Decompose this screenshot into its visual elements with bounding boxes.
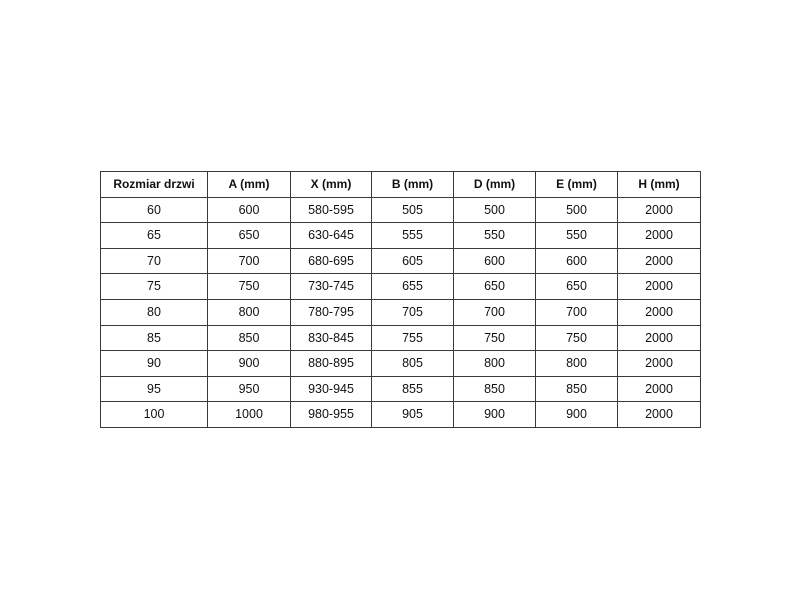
table-row [101, 376, 701, 402]
table-cell: 60 [101, 197, 208, 223]
table-cell: 2000 [618, 248, 701, 274]
table-cell: 850 [536, 376, 618, 402]
table-cell: 80 [101, 299, 208, 325]
table-row [101, 248, 701, 274]
table-cell: 855 [372, 376, 454, 402]
table-cell: 900 [536, 402, 618, 428]
table-cell: 605 [372, 248, 454, 274]
table-body [101, 197, 701, 427]
table-cell: 905 [372, 402, 454, 428]
table-cell: 650 [536, 274, 618, 300]
table-cell: 800 [536, 351, 618, 377]
table-cell: 755 [372, 325, 454, 351]
table-cell: 900 [454, 402, 536, 428]
table-row [101, 274, 701, 300]
table-cell: 2000 [618, 351, 701, 377]
table-cell: 930-945 [291, 376, 372, 402]
table-cell: 850 [208, 325, 291, 351]
table-row [101, 197, 701, 223]
table-cell: 630-645 [291, 223, 372, 249]
table-cell: 505 [372, 197, 454, 223]
table-cell: 500 [536, 197, 618, 223]
table-cell: 580-595 [291, 197, 372, 223]
table-cell: 700 [536, 299, 618, 325]
table-cell: 550 [454, 223, 536, 249]
table-cell: 2000 [618, 402, 701, 428]
table-cell: 680-695 [291, 248, 372, 274]
table-cell: 700 [208, 248, 291, 274]
table-cell: 2000 [618, 274, 701, 300]
header-door-size: Rozmiar drzwi [101, 172, 208, 198]
table-cell: 655 [372, 274, 454, 300]
table-cell: 800 [454, 351, 536, 377]
table-cell: 705 [372, 299, 454, 325]
table-cell: 700 [454, 299, 536, 325]
table-row [101, 223, 701, 249]
table-header [101, 172, 701, 198]
table-cell: 90 [101, 351, 208, 377]
table-cell: 2000 [618, 223, 701, 249]
table-cell: 550 [536, 223, 618, 249]
table-cell: 85 [101, 325, 208, 351]
table-cell: 2000 [618, 376, 701, 402]
table-cell: 730-745 [291, 274, 372, 300]
table-cell: 900 [208, 351, 291, 377]
header-a-mm: A (mm) [208, 172, 291, 198]
table-cell: 65 [101, 223, 208, 249]
table-row [101, 299, 701, 325]
table-cell: 75 [101, 274, 208, 300]
table-row [101, 402, 701, 428]
table-cell: 830-845 [291, 325, 372, 351]
table-cell: 70 [101, 248, 208, 274]
table-cell: 2000 [618, 299, 701, 325]
table-cell: 980-955 [291, 402, 372, 428]
table-cell: 600 [454, 248, 536, 274]
table-cell: 1000 [208, 402, 291, 428]
table-cell: 750 [454, 325, 536, 351]
table-cell: 805 [372, 351, 454, 377]
table-cell: 600 [208, 197, 291, 223]
door-size-table [100, 171, 701, 428]
table-cell: 950 [208, 376, 291, 402]
table-cell: 2000 [618, 325, 701, 351]
table-cell: 500 [454, 197, 536, 223]
table-cell: 780-795 [291, 299, 372, 325]
table-cell: 555 [372, 223, 454, 249]
header-x-mm: X (mm) [291, 172, 372, 198]
table-cell: 880-895 [291, 351, 372, 377]
header-h-mm: H (mm) [618, 172, 701, 198]
table-cell: 800 [208, 299, 291, 325]
table-cell: 95 [101, 376, 208, 402]
table-cell: 750 [208, 274, 291, 300]
table-row [101, 351, 701, 377]
table-cell: 750 [536, 325, 618, 351]
table-row [101, 325, 701, 351]
header-row [101, 172, 701, 198]
table-cell: 600 [536, 248, 618, 274]
table-cell: 650 [454, 274, 536, 300]
header-b-mm: B (mm) [372, 172, 454, 198]
table-cell: 850 [454, 376, 536, 402]
header-e-mm: E (mm) [536, 172, 618, 198]
header-d-mm: D (mm) [454, 172, 536, 198]
table-cell: 2000 [618, 197, 701, 223]
table-cell: 650 [208, 223, 291, 249]
table-cell: 100 [101, 402, 208, 428]
